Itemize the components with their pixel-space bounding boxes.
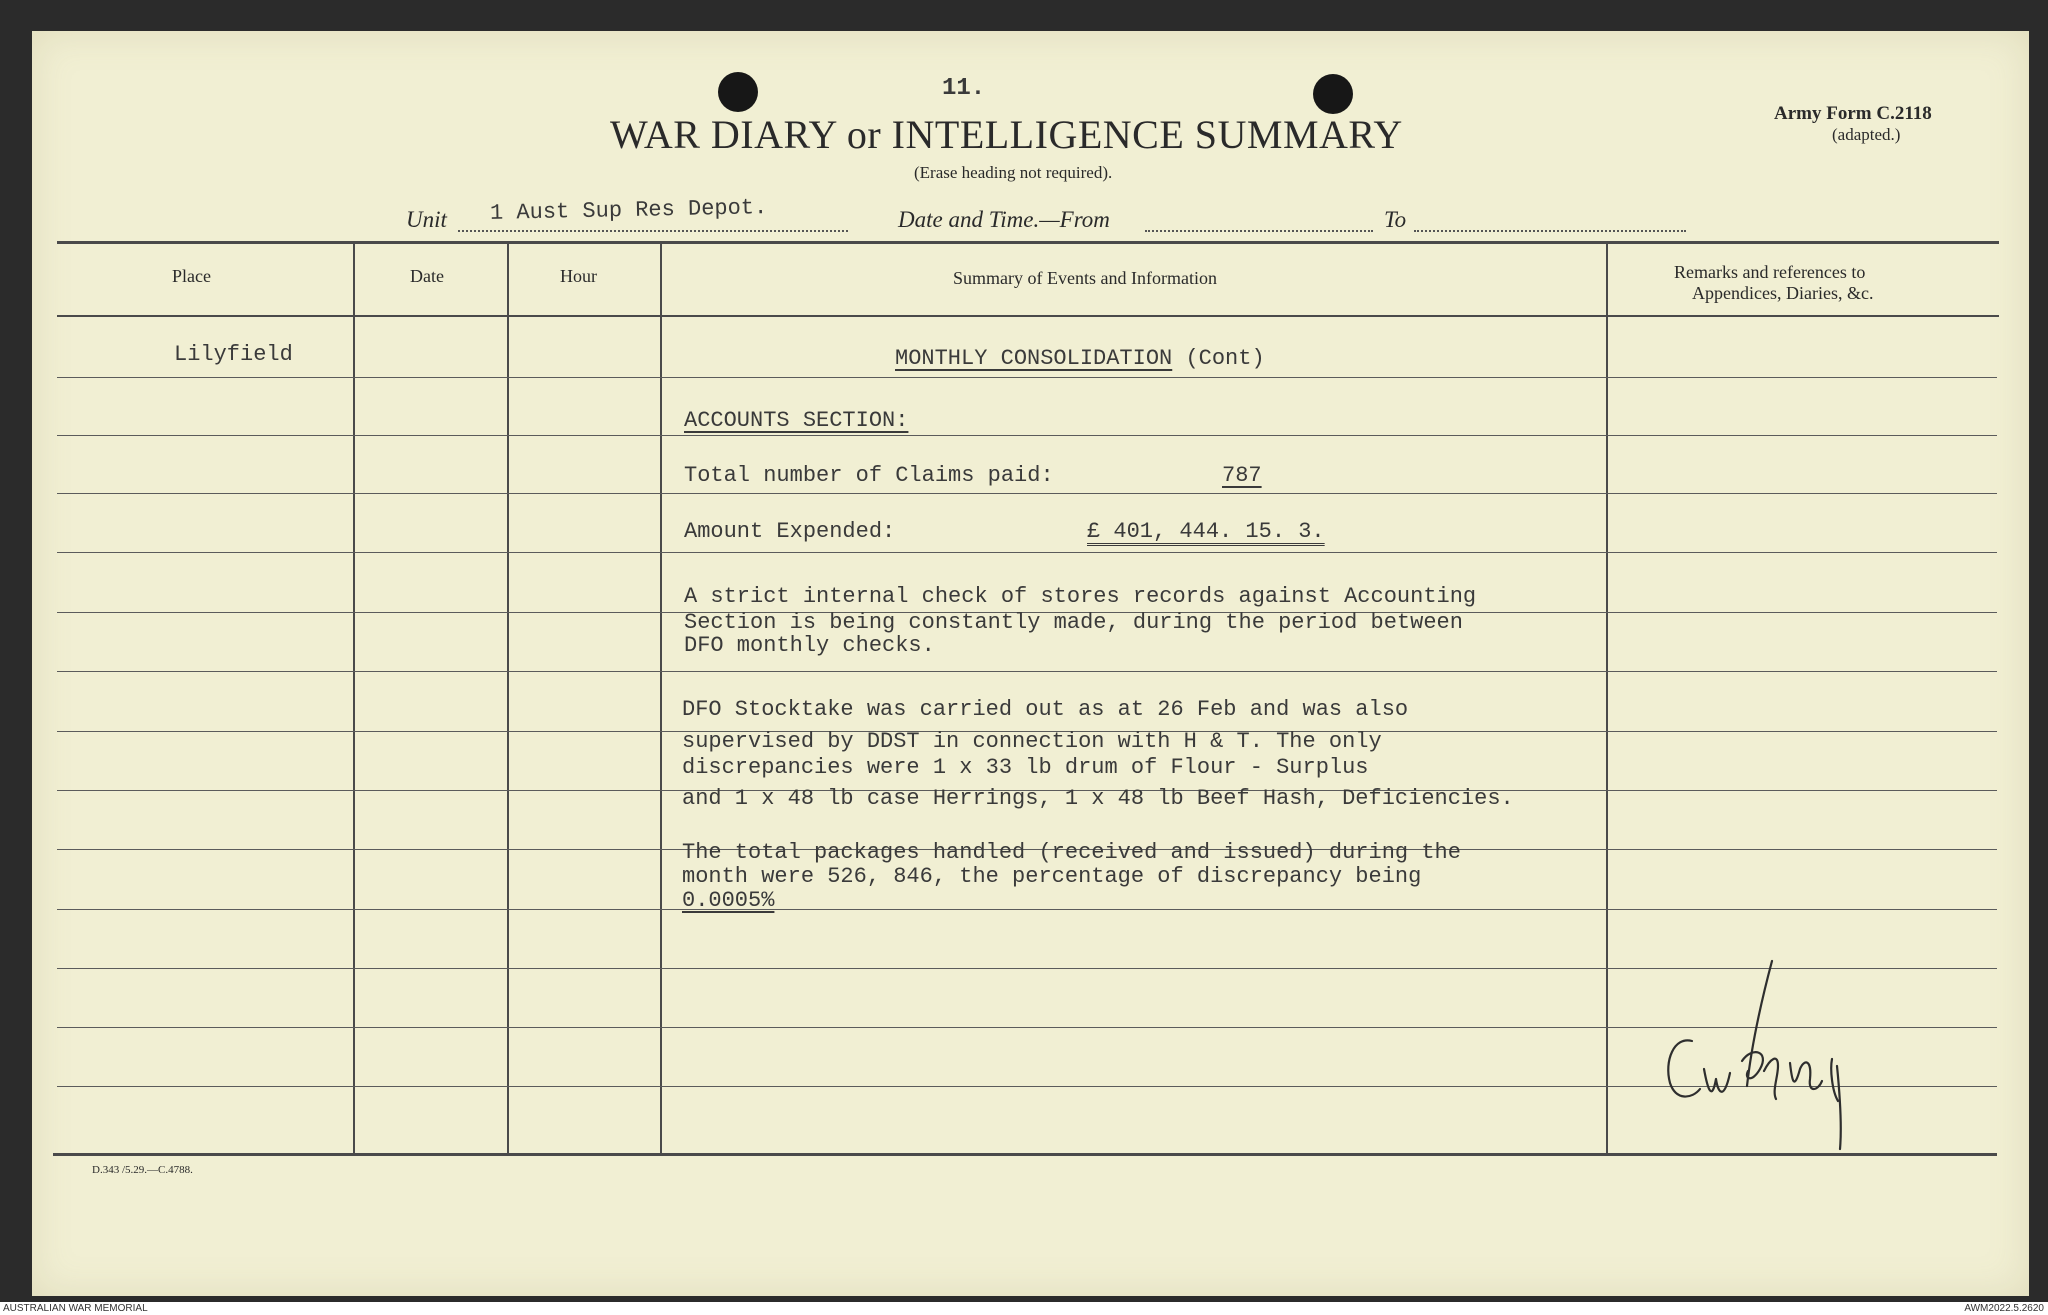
army-form-sub: (adapted.) xyxy=(1832,125,1901,144)
page-subtitle: (Erase heading not required). xyxy=(914,163,1113,182)
column-header-summary: Summary of Events and Information xyxy=(953,268,1217,288)
page-number: 11. xyxy=(942,75,986,102)
to-label: To xyxy=(1384,207,1407,232)
paragraph-internal-check-line: A strict internal check of stores records against Accounting xyxy=(684,584,1477,609)
column-divider-3 xyxy=(660,243,662,1154)
ruled-line xyxy=(57,671,1997,672)
paragraph-stocktake-line: supervised by DDST in connection with H & T. The only xyxy=(682,729,1382,754)
entry-heading-line xyxy=(895,345,1265,373)
ruled-line xyxy=(57,435,1997,436)
expended-label: Amount Expended: xyxy=(684,519,896,544)
entry-heading-suffix: (Cont) xyxy=(1185,346,1265,371)
table-bottom-border xyxy=(53,1153,1997,1156)
date-time-label: Date and Time.—From xyxy=(898,207,1110,232)
archive-footer xyxy=(0,1302,2048,1315)
paragraph-stocktake-line: discrepancies were 1 x 33 lb drum of Flour - Surplus xyxy=(682,755,1369,780)
column-header-date: Date xyxy=(410,266,444,286)
archive-footer-left: AUSTRALIAN WAR MEMORIAL xyxy=(3,1303,148,1314)
column-header-remarks-line2: Appendices, Diaries, &c. xyxy=(1692,283,1874,303)
ruled-line xyxy=(57,377,1997,378)
column-header-hour: Hour xyxy=(560,266,597,286)
ruled-line xyxy=(57,493,1997,494)
army-form-label: Army Form C.2118 xyxy=(1774,103,1932,124)
page-title: WAR DIARY or INTELLIGENCE SUMMARY xyxy=(610,112,1403,157)
paragraph-internal-check-line: DFO monthly checks. xyxy=(684,633,935,658)
paragraph-stocktake-line: DFO Stocktake was carried out as at 26 Feb and was also xyxy=(682,697,1409,722)
table-top-border xyxy=(57,241,1999,244)
from-dotted-line xyxy=(1145,230,1373,232)
section-heading: ACCOUNTS SECTION: xyxy=(684,408,909,433)
claims-value: 787 xyxy=(1222,463,1262,488)
entry-heading: MONTHLY CONSOLIDATION xyxy=(895,346,1173,371)
archive-footer-right: AWM2022.5.2620 xyxy=(1964,1303,2044,1314)
unit-dotted-line xyxy=(458,230,848,232)
handwritten-signature xyxy=(1652,951,1882,1151)
table-header-border xyxy=(57,315,1999,317)
punch-hole-right xyxy=(1313,74,1353,114)
paragraph-packages-line: month were 526, 846, the percentage of discrepancy being xyxy=(682,864,1422,889)
diary-page xyxy=(32,31,2029,1296)
form-code: D.343 /5.29.—C.4788. xyxy=(92,1164,193,1176)
column-header-place: Place xyxy=(172,266,211,286)
claims-label: Total number of Claims paid: xyxy=(684,463,1054,488)
paragraph-stocktake-line: and 1 x 48 lb case Herrings, 1 x 48 lb Beef Hash, Deficiencies. xyxy=(682,786,1514,811)
paragraph-packages-line: The total packages handled (received and issued) during the xyxy=(682,840,1461,865)
paragraph-internal-check-line: Section is being constantly made, during the period between xyxy=(684,610,1463,635)
ruled-line xyxy=(57,552,1997,553)
unit-label: Unit xyxy=(406,207,447,232)
expended-value: £ 401, 444. 15. 3. xyxy=(1087,519,1325,544)
column-divider-1 xyxy=(353,243,355,1154)
column-divider-4 xyxy=(1606,243,1608,1154)
ruled-line xyxy=(57,909,1997,910)
punch-hole-left xyxy=(718,72,758,112)
column-divider-2 xyxy=(507,243,509,1154)
unit-value: 1 Aust Sup Res Depot. xyxy=(489,195,768,226)
entry-place: Lilyfield xyxy=(174,342,293,367)
column-header-remarks-line1: Remarks and references to xyxy=(1674,262,1866,282)
to-dotted-line xyxy=(1414,230,1686,232)
discrepancy-percentage: 0.0005% xyxy=(682,888,775,913)
